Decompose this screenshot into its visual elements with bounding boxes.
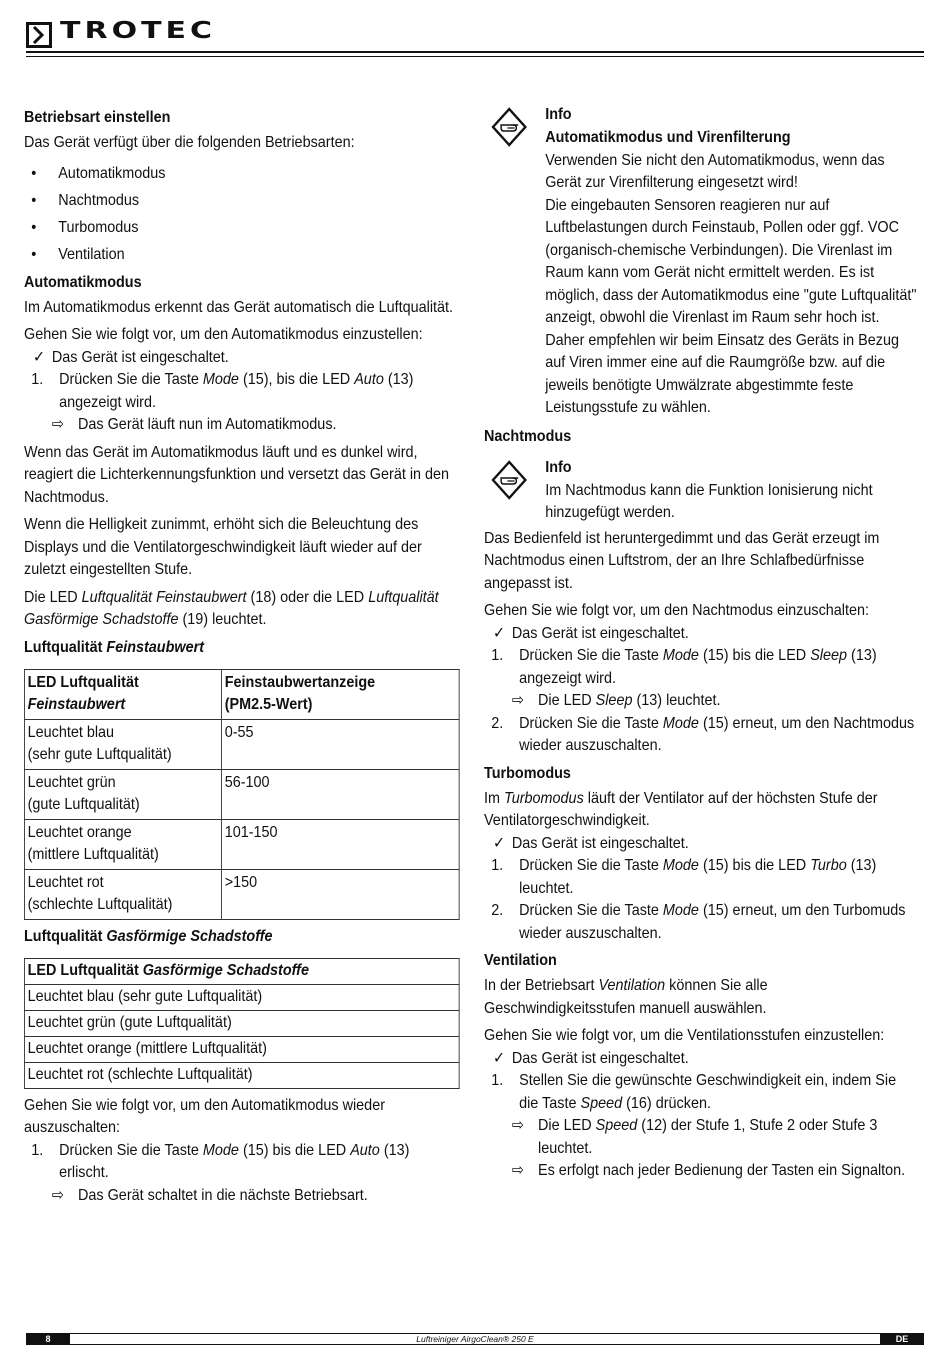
step: 1. Drücken Sie die Taste Mode (15) bis die LED Sleep (13) angezeigt wird. [491,647,877,687]
table-header-cell: Feinstaubwertanzeige (PM2.5-Wert) [222,669,460,719]
left-column [24,103,460,1207]
table-title-gas: Luftqualität Gasförmige Schadstoffe [24,927,273,945]
table-cell: Leuchtet grün (gute Luftqualität) [24,1010,459,1036]
info-hand-icon [491,107,527,155]
table-header-cell: LED Luftqualität Feinstaubwert [24,669,221,719]
header-rule-thin [26,56,924,57]
table-row [24,1062,459,1088]
table-cell: Leuchtet orange (mittlere Luftqualität) [24,1036,459,1062]
section-title-nachtmodus: Nachtmodus [484,427,572,445]
footer-document-title: Luftreiniger AirgoClean® 250 E [416,1334,534,1344]
table-cell: Leuchtet blau (sehr gute Luftqualität) [24,984,459,1010]
section-title-turbomodus: Turbomodus [484,764,571,782]
info-box-virenfilterung [484,103,918,420]
info-label: Info [545,106,572,123]
bullet-icon: • [31,191,37,209]
checkmark-icon: ✓ [493,1049,506,1067]
table-cell: >150 [222,869,460,919]
paragraph: Gehen Sie wie folgt vor, um den Automatikmodus wieder auszuschalten: [24,1096,385,1136]
table-cell: Leuchtet orange (mittlere Luftqualität) [24,819,221,869]
section-title-automatikmodus: Automatikmodus [24,273,142,291]
table-cell: Leuchtet rot (schlechte Luftqualität) [24,869,221,919]
table-row [24,1036,459,1062]
bullet-icon: • [31,245,37,263]
table-cell: Leuchtet grün (gute Luftqualität) [24,769,221,819]
table-header-cell: LED Luftqualität Gasförmige Schadstoffe [24,958,459,984]
bullet-icon: • [31,218,37,236]
table-cell: 101-150 [222,819,460,869]
step-result: ⇨ Es erfolgt nach jeder Bedienung der Tasten ein Signalton. [484,1160,918,1183]
step-result: ⇨ Das Gerät läuft nun im Automatikmodus. [24,414,460,437]
paragraph: Im Turbomodus läuft der Ventilator auf der höchsten Stufe der Ventilatorgeschwindigkeit. [484,789,878,829]
info-box-nachtmodus [484,456,918,525]
precondition: ✓ Das Gerät ist eingeschaltet. [484,833,918,856]
table-row [24,819,459,869]
checkmark-icon: ✓ [493,624,506,642]
arrow-right-icon: ⇨ [51,416,64,433]
table-cell: 56-100 [222,769,460,819]
table-cell: Leuchtet rot (schlechte Luftqualität) [24,1062,459,1088]
feinstaub-table [24,669,460,920]
list-item: • Nachtmodus [24,187,460,214]
section-title-betriebsart: Betriebsart einstellen [24,109,171,126]
page-number: 8 [26,1334,70,1345]
right-column [484,103,918,1183]
section-title-ventilation: Ventilation [484,952,557,969]
list-item: • Ventilation [24,241,460,268]
info-text: Daher empfehlen wir beim Einsatz des Geräts in Bezug auf Viren immer eine auf die Raumgröße bzw. auf die jeweils benötigte Umwälzrate abgestimmte feste Leistungsstufe zu wählen. [545,331,899,416]
paragraph: Das Gerät verfügt über die folgenden Betriebsarten: [24,134,355,151]
step-result: ⇨ Die LED Speed (12) der Stufe 1, Stufe 2 oder Stufe 3 leuchtet. [511,1117,878,1157]
info-title: Automatikmodus und Virenfilterung [545,129,791,146]
table-cell: Leuchtet blau (sehr gute Luftqualität) [24,719,221,769]
info-text: Verwenden Sie nicht den Automatikmodus, wenn das Gerät zur Virenfilterung eingesetzt wird! [545,151,885,191]
arrow-right-icon: ⇨ [511,1162,524,1179]
paragraph: Die LED Luftqualität Feinstaubwert (18) oder die LED Luftqualität Gasförmige Schadstoffe (19) leuchtet. [24,588,439,628]
step-result: ⇨ Das Gerät schaltet in die nächste Betriebsart. [24,1185,460,1208]
checkmark-icon: ✓ [493,834,506,852]
precondition: ✓ Das Gerät ist eingeschaltet. [484,623,918,646]
list-item: • Automatikmodus [24,160,460,187]
checkmark-icon: ✓ [33,348,46,366]
list-item: • Turbomodus [24,214,460,241]
info-label: Info [545,458,572,476]
brand-logo-text: TROTEC [60,17,217,45]
bullet-icon: • [31,164,37,182]
step: 2. Drücken Sie die Taste Mode (15) erneut, um den Turbomuds wieder auszuschalten. [491,902,906,942]
arrow-right-icon: ⇨ [511,1117,524,1134]
info-text: Die eingebauten Sensoren reagieren nur auf Luftbelastungen durch Feinstaub, Pollen oder ggf. VOC (organisch-chemische Verbindungen). Die Virenlast im Raum kann vom Gerät nicht ermittelt werden. Es ist möglich, dass der Automatikmodus eine "gute Luftqualität" anzeigt, obwohl die Virenlast im Raum sehr hoch ist. [545,196,917,326]
table-row [24,1010,459,1036]
arrow-right-icon: ⇨ [51,1186,64,1204]
step-result: ⇨ Die LED Sleep (13) leuchtet. [484,690,918,713]
paragraph: Gehen Sie wie folgt vor, um den Nachtmodus einzuschalten: [484,602,870,619]
trotec-logo-icon [26,22,52,48]
precondition: ✓ Das Gerät ist eingeschaltet. [24,347,460,370]
header-rule [26,51,924,53]
page-footer [26,1333,924,1345]
table-header-row [24,958,459,984]
table-row [24,769,459,819]
step: 1. Drücken Sie die Taste Mode (15), bis die LED Auto (13) angezeigt wird. [31,371,414,411]
info-text: Im Nachtmodus kann die Funktion Ionisierung nicht hinzugefügt werden. [545,481,873,521]
arrow-right-icon: ⇨ [511,692,524,709]
footer-rule-bottom [70,1344,880,1345]
paragraph: Das Bedienfeld ist heruntergedimmt und das Gerät erzeugt im Nachtmodus einen Luftstrom, der an Ihre Schlafbedürfnisse angepasst ist. [484,529,880,592]
table-title-feinstaub: Luftqualität Feinstaubwert [24,638,205,656]
step: 1. Drücken Sie die Taste Mode (15) bis die LED Turbo (13) leuchtet. [491,857,877,897]
step: 1. Stellen Sie die gewünschte Geschwindigkeit ein, indem Sie die Taste Speed (16) drücken. [491,1072,897,1112]
table-row [24,869,459,919]
step: 1. Drücken Sie die Taste Mode (15) bis die LED Auto (13) erlischt. [31,1141,410,1181]
info-hand-icon [491,460,527,508]
language-badge: DE [880,1334,924,1345]
table-row [24,984,459,1010]
table-cell: 0-55 [222,719,460,769]
paragraph: Gehen Sie wie folgt vor, um die Ventilationsstufen einzustellen: [484,1027,885,1044]
mode-list [24,160,460,268]
table-row [24,719,459,769]
paragraph: Wenn die Helligkeit zunimmt, erhöht sich die Beleuchtung des Displays und die Ventilatorgeschwindigkeit läuft wieder auf der zuletzt eingestellten Stufe. [24,516,422,578]
gas-table [24,958,460,1089]
paragraph: In der Betriebsart Ventilation können Sie alle Geschwindigkeitsstufen manuell auswählen. [484,977,768,1017]
precondition: ✓ Das Gerät ist eingeschaltet. [484,1048,918,1071]
paragraph: Im Automatikmodus erkennt das Gerät automatisch die Luftqualität. [24,298,454,316]
table-header-row [24,669,459,719]
step: 2. Drücken Sie die Taste Mode (15) erneut, um den Nachtmodus wieder auszuschalten. [491,714,915,754]
page-header [26,17,924,60]
paragraph: Wenn das Gerät im Automatikmodus läuft und es dunkel wird, reagiert die Lichterkennungsfunktion und versetzt das Gerät in den Nachtmodus. [24,443,450,506]
paragraph: Gehen Sie wie folgt vor, um den Automatikmodus einzustellen: [24,326,423,343]
